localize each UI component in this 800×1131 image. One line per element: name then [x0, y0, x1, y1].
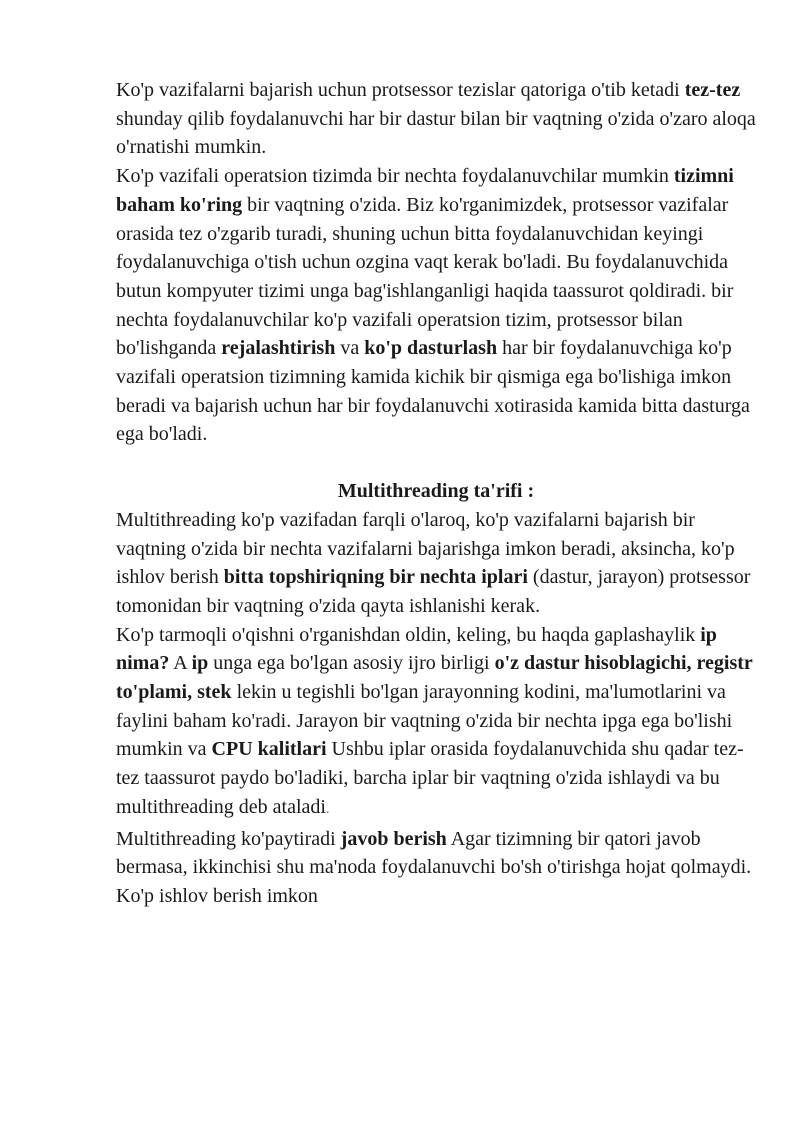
- section-heading: Multithreading ta'rifi :: [337, 480, 535, 503]
- bold-term: CPU kalitlari: [211, 738, 327, 761]
- paragraph-multithreading-definition: [116, 506, 756, 621]
- bold-term: bitta topshiriqning bir nechta iplari: [223, 566, 528, 589]
- text-run: Multithreading ko'paytiradi: [116, 827, 341, 850]
- text-run: bir vaqtning o'zida. Biz ko'rganimizdek, protsessor vazifalar orasida tez o'zgarib turadi, shuning uchun bitta foydalanuvchidan keyingi foydalanuvchiga o'tish uchun ozgina vaqt kerak bo'ladi. Bu foydalanuvchida butun kompyuter tizimi unga bag'ishlanganligi haqida taassurot qoldiradi. bir nechta foydalanuvchilar ko'p vazifali operatsion tizim, protsessor bilan bo'lishganda: [116, 193, 734, 360]
- text-run: Ko'p vazifalarni bajarish uchun protsessor tezislar qatoriga o'tib ketadi: [116, 79, 685, 101]
- document-body: [116, 76, 756, 911]
- paragraph-thread: [116, 621, 756, 825]
- text-run: Multithreading ko'p vazifadan farqli o'laroq, ko'p vazifalarni bajarish bir vaqtning o'zida bir nechta vazifalarni bajarishga imkon beradi, aksincha, ko'p ishlov berish: [116, 508, 735, 589]
- text-run: A: [169, 652, 192, 675]
- bold-term: o'z dastur hisoblagichi, registr to'plami, stek: [116, 652, 753, 704]
- text-run: va: [335, 337, 365, 360]
- text-run: (dastur, jarayon) protsessor tomonidan bir vaqtning o'zida qayta ishlanishi kerak.: [116, 566, 751, 617]
- bold-term: javob berish: [340, 827, 447, 850]
- text-run: shunday qilib foydalanuvchi har bir dastur bilan bir vaqtning o'zida o'zaro aloqa o'rnatishi mumkin.: [116, 107, 756, 159]
- bold-term: rejalashtirish: [221, 337, 336, 360]
- spacer: [116, 449, 756, 477]
- bold-term: tez-tez: [684, 79, 741, 101]
- paragraph-responsiveness: [116, 825, 756, 911]
- text-run: .: [325, 801, 330, 817]
- text-run: lekin u tegishli bo'lgan jarayonning kodini, ma'lumotlarini va faylini baham ko'radi. Jarayon bir vaqtning o'zida bir nechta ipga ega bo'lishi mumkin va: [116, 681, 733, 761]
- bold-term: tizimni baham ko'ring: [116, 165, 734, 216]
- bold-term: ip: [191, 652, 209, 675]
- text-run: har bir foydalanuvchiga ko'p vazifali operatsion tizimning kamida kichik bir qismiga ega bo'lishiga imkon beradi va bajarish uchun har bir foydalanuvchi xotirasida kamida bitta dasturga ega bo'ladi.: [116, 337, 750, 446]
- text-run: Ko'p tarmoqli o'qishni o'rganishdan oldin, keling, bu haqda gaplashaylik: [116, 623, 701, 646]
- text-run: Agar tizimning bir qatori javob bermasa, ikkinchisi shu ma'noda foydalanuvchi bo'sh o'tirishga hojat qolmaydi. Ko'p ishlov berish imkon: [116, 827, 752, 907]
- bold-term: ko'p dasturlash: [364, 337, 498, 360]
- paragraph-multiuser: [116, 162, 756, 449]
- text-run: Ushbu iplar orasida foydalanuvchida shu qadar tez-tez taassurot paydo bo'ladiki, barcha iplar bir vaqtning o'zida ishlaydi va bu multithreading deb ataladi: [116, 738, 744, 818]
- bold-term: ip nima?: [116, 623, 717, 675]
- text-run: Ko'p vazifali operatsion tizimda bir nechta foydalanuvchilar mumkin: [116, 165, 674, 188]
- paragraph-multitasking: [116, 76, 756, 162]
- text-run: unga ega bo'lgan asosiy ijro birligi: [208, 652, 495, 675]
